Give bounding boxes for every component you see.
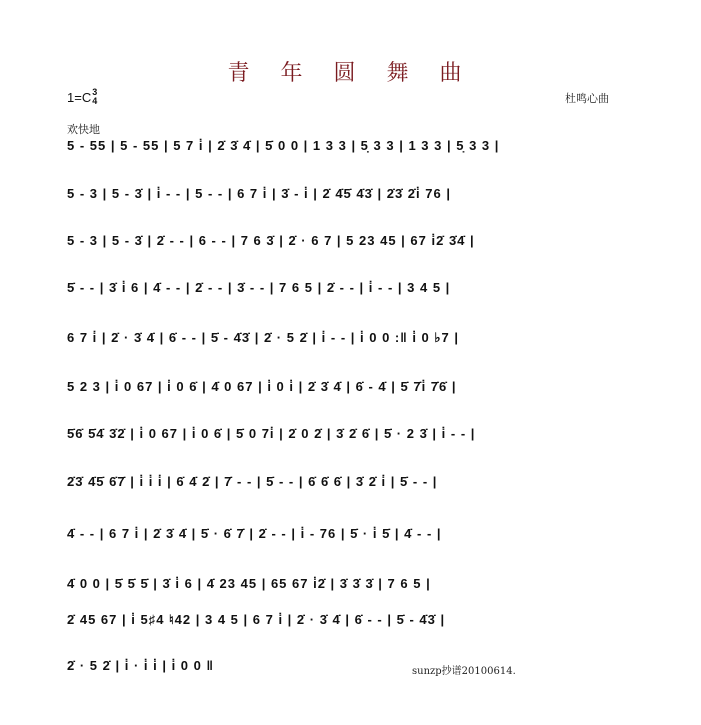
- time-signature-bottom: 4: [92, 96, 98, 106]
- notation-line-1: 5 - 55 | 5 - 55 | 5 7 i̇ | 2̇ 3̇ 4̇ | 5̇ 0 0 | 1 3 3 | 5̣ 3 3 | 1 3 3 | 5̣ 3 3 |: [67, 138, 500, 153]
- notation-line-5: 6 7 i̇ | 2̇ · 3̇ 4̇ | 6̇ - - | 5̇ - 4̇3̇ | 2̇ · 5 2̇ | i̇ - - | i̇ 0 0 :‖ i̇ 0 ♭7 |: [67, 330, 460, 345]
- notation-line-3: 5 - 3 | 5 - 3̇ | 2̇ - - | 6 - - | 7 6 3̇ | 2̇ · 6 7 | 5 23 45 | 67 i̇2̇ 3̇4̇ |: [67, 233, 475, 248]
- notation-line-10: 4̇ 0 0 | 5̇ 5̇ 5̇ | 3̇ i̇ 6 | 4̇ 23 45 | 65 67 i̇2̇ | 3̇ 3̇ 3̇ | 7 6 5 |: [67, 576, 431, 591]
- notation-line-2: 5 - 3 | 5 - 3̇ | i̇ - - | 5 - - | 6 7 i̇ | 3̇ - i̇ | 2̇ 4̇5̇ 4̇3̇ | 2̇3̇ 2̇i̇ 76 |: [67, 186, 451, 201]
- notation-line-12: 2̇ · 5 2̇ | i̇ · i̇ i̇ | i̇ 0 0 ‖: [67, 658, 214, 673]
- notation-line-11: 2̇ 45 67 | i̇ 5♯4 ♮42 | 3 4 5 | 6 7 i̇ | 2̇ · 3̇ 4̇ | 6̇ - - | 5̇ - 4̇3̇ |: [67, 612, 446, 627]
- tempo-marking: 欢快地: [67, 123, 100, 136]
- transcriber-credit: sunzp抄谱20100614.: [412, 666, 516, 677]
- notation-line-8: 2̇3̇ 4̇5̇ 6̇7̇ | i̇ i̇ i̇ | 6̇ 4̇ 2̇ | 7̇ - - | 5̇ - - | 6̇ 6̇ 6̇ | 3̇ 2̇ i̇ | 5̇ - - |: [67, 474, 438, 489]
- time-signature-top: 3: [92, 87, 98, 97]
- notation-line-9: 4̇ - - | 6 7 i̇ | 2̇ 3̇ 4̇ | 5̇ · 6̇ 7̇ | 2̇ - - | i̇ - 76 | 5̇ · i̇ 5̇ | 4̇ - - |: [67, 526, 442, 541]
- notation-line-4: 5̇ - - | 3̇ i̇ 6 | 4̇ - - | 2̇ - - | 3̇ - - | 7 6 5 | 2̇ - - | i̇ - - | 3 4 5 |: [67, 280, 451, 295]
- notation-line-7: 5̇6̇ 5̇4̇ 3̇2̇ | i̇ 0 67 | i̇ 0 6̇ | 5̇ 0 7i̇ | 2̇ 0 2̇ | 3̇ 2̇ 6̇ | 5̇ · 2 3̇ | i̇ - - |: [67, 426, 476, 441]
- key-label: 1=C: [67, 89, 92, 105]
- notation-line-6: 5 2 3 | i̇ 0 67 | i̇ 0 6̇ | 4̇ 0 67 | i̇ 0 i̇ | 2̇ 3̇ 4̇ | 6̇ - 4̇ | 5̇ 7̇i̇ 7̇6̇ |: [67, 379, 457, 394]
- score-title: 青 年 圆 舞 曲: [227, 61, 474, 86]
- time-signature: [92, 88, 97, 106]
- composer: 杜鸣心曲: [565, 92, 609, 105]
- key-signature: [67, 88, 97, 106]
